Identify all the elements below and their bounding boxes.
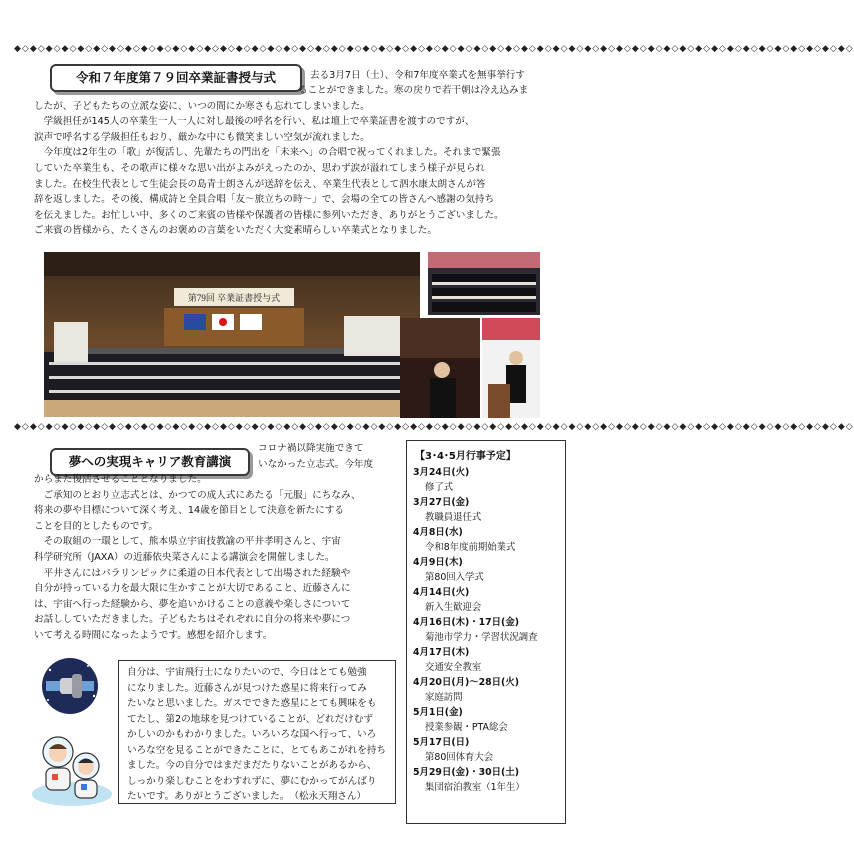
graduation-article: ることができました。寒の戻りで若干朝は冷え込みま したが、子どもたちの立派な姿に、いつの間にか寒さも忘れてしまいました。 学級担任が145人の卒業生一人一人に対し最後の呼名を行い、私は壇上で卒業証書を渡すのですが、 涙声で呼名する学級担任もおり、厳かな中にも微笑ましい空気が流れました。 今年度は2年生の「歌」が復活し、先輩たちの門出を「未来へ」の合唱で祝ってくれました。それまで緊張 していた卒業生も、その歌声に様々な思い出がよみがえったのか、思わず涙が溢れてしまう様子が見られ ました。在校生代表として生徒会長の島青士朗さんが送辞を伝え、卒業生代表として泗水康太朗さんが答 辞を返しました。その後、構成詩と全員合唱「友～旅立ちの時～」で、会場の全ての皆さんへ感謝の気持ち を伝えました。お忙しい中、多くのご来賓の皆様や保護者の皆様に参列いただき、ありがとうございました。 ご来賓の皆様から、たくさんのお褒めの言葉をいただく大変素晴らしい卒業式となりました。 (34, 85, 529, 237)
schedule-event: 交通安全教室 (425, 662, 482, 673)
astronaut-kids-illustration (28, 722, 112, 804)
schedule-event: 新入生歓迎会 (425, 602, 482, 613)
schedule-date: 4月14日(火) (413, 587, 470, 598)
career-lead-text: コロナ禍以降実施できて いなかった立志式。今年度 (258, 443, 374, 470)
schedule-event: 修了式 (425, 482, 454, 493)
graduation-ceremony-photo (44, 252, 420, 417)
student-impression-quote: 自分は、宇宙飛行士になりたいので、今日はとても勉強 になりました。近藤さんが見つけた惑星に将来行ってみ たいなと思いました。ガスでできた惑星にとても興味をも てたし、第2の地球を見つけていることが、どれだけむず かしいのかもわかりました。いろいろな国へ行って、いろ いろな空を見ることができたことに、とてもあこがれを持ち ました。今の自分ではまだまだたりないことがあるから、 しっかり楽しむことをわすれずに、夢にむかってがんばり たいです。ありがとうございました。 （松永天翔さん） (118, 660, 396, 804)
schedule-date: 5月29日(金)・30日(土) (413, 767, 520, 778)
schedule-date: 5月1日(金) (413, 707, 463, 718)
schedule-event: 教職員退任式 (425, 512, 482, 523)
speech-photo-left (400, 318, 480, 418)
schedule-event: 菊池市学力・学習状況調査 (425, 632, 538, 643)
schedule-date: 4月16日(木)・17日(金) (413, 617, 520, 628)
speech-photo-right (482, 318, 540, 418)
decorative-divider-top: ◆◇◆◇◆◇◆◇◆◇◆◇◆◇◆◇◆◇◆◇◆◇◆◇◆◇◆◇◆◇◆◇◆◇◆◇◆◇◆◇◆◇◆◇◆◇◆◇◆◇◆◇◆◇◆◇◆◇◆◇◆◇◆◇◆◇◆◇◆◇◆◇◆◇◆◇◆◇◆◇◆◇◆◇◆◇◆◇◆◇◆◇◆◇◆◇◆◇◆◇◆◇◆◇◆◇ (14, 44, 854, 54)
career-article: からまた復活させることとなりました。 ご承知のとおり立志式とは、かつての成人式にあたる「元服」にちなみ、 将来の夢や目標について深く考え、14歳を節目として決意を新たにする ことを目的としたものです。 その取組の一環として、熊本県立宇宙技教諭の平井孝明さんと、宇宙 科学研究所（JAXA）の近藤依央菜さんによる講演会を開催しました。 平井さんにはパラリンピックに柔道の日本代表として出場された経験や 自分が持っている力を最大限に生かすことが大切であること、近藤さんに は、宇宙へ行った経験から、夢を追いかけることの意義や楽しさについて お話ししていただきました。子どもたちはそれぞれに自分の将来や夢につ いて考える時間になったようです。感想を紹介します。 (34, 474, 361, 641)
schedule-date: 3月24日(火) (413, 467, 470, 478)
student-rows-photo (428, 252, 540, 315)
schedule-date: 3月27日(金) (413, 497, 470, 508)
schedule-date: 4月20日(月)～28日(火) (413, 677, 520, 688)
schedule-date: 5月17日(日) (413, 737, 470, 748)
schedule-event: 集団宿泊教室（1年生） (425, 782, 525, 793)
schedule-date: 4月9日(木) (413, 557, 463, 568)
schedule-event: 第80回入学式 (425, 572, 484, 583)
event-schedule-box (406, 440, 566, 824)
ceremony-banner-text: 第79回 卒業証書授与式 (187, 293, 281, 303)
schedule-event: 授業参観・PTA総会 (425, 722, 508, 733)
schedule-event: 令和8年度前期始業式 (425, 542, 516, 553)
schedule-event: 第80回体育大会 (425, 752, 494, 763)
schedule-date: 4月8日(水) (413, 527, 463, 538)
section-title-career: 夢への実現キャリア教育講演 (50, 448, 250, 476)
graduation-lead-text: 去る3月7日（土）、令和7年度卒業式を無事挙行す (310, 70, 525, 81)
space-telescope-illustration (36, 656, 108, 718)
schedule-date: 4月17日(木) (413, 647, 470, 658)
section-title-graduation: 令和７年度第７９回卒業証書授与式 (50, 64, 302, 92)
schedule-title: 【3･4･5月行事予定】 (415, 451, 516, 462)
decorative-divider-middle: ◆◇◆◇◆◇◆◇◆◇◆◇◆◇◆◇◆◇◆◇◆◇◆◇◆◇◆◇◆◇◆◇◆◇◆◇◆◇◆◇◆◇◆◇◆◇◆◇◆◇◆◇◆◇◆◇◆◇◆◇◆◇◆◇◆◇◆◇◆◇◆◇◆◇◆◇◆◇◆◇◆◇◆◇◆◇◆◇◆◇◆◇◆◇◆◇◆◇◆◇◆◇◆◇◆◇ (14, 422, 854, 432)
schedule-event: 家庭訪問 (425, 692, 463, 703)
